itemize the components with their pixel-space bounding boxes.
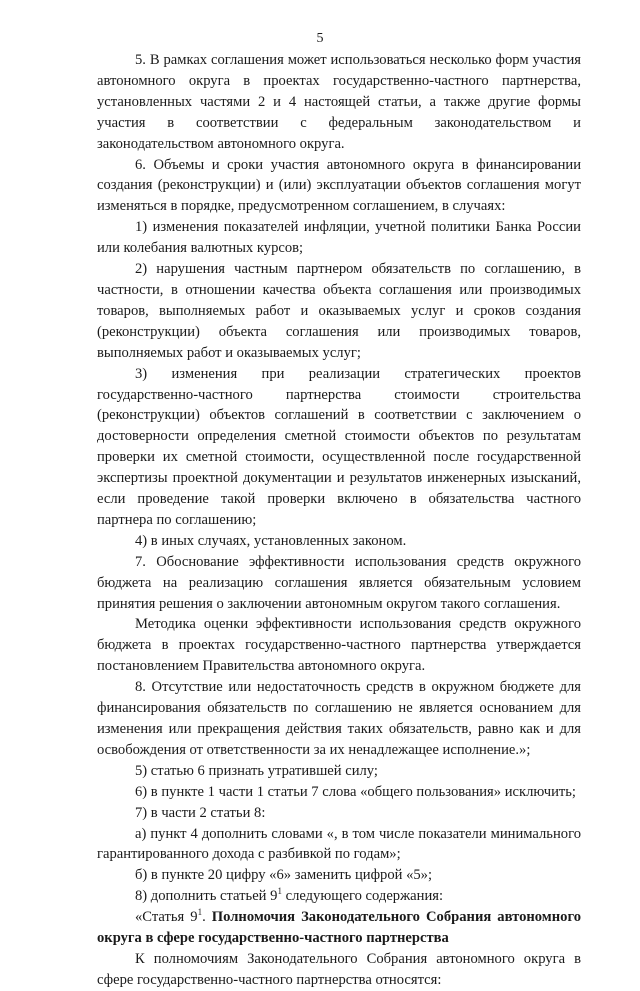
article-heading-prefix: «Статья 9 (135, 909, 198, 926)
article-heading-title: Полномочия Законодательного Собрания автономного округа в сфере государственно-частного партнерства (97, 909, 582, 947)
paragraph-amendment-5: 5) статью 6 признать утратившей силу; (135, 762, 378, 779)
article-heading-superscript: 1 (197, 907, 203, 918)
paragraph-amendment-7a: а) пункт 4 дополнить словами «, в том числе показатели минимального гарантированного дохода с разбивкой по годам»; (97, 825, 581, 863)
article-heading (97, 907, 581, 949)
amendment-8-prefix: 8) дополнить статьей 9 (135, 888, 278, 905)
paragraph-case-1: 1) изменения показателей инфляции, учетной политики Банка России или колебания валютных курсов; (97, 219, 581, 257)
paragraph-amendment-6: 6) в пункте 1 части 1 статьи 7 слова «общего пользования» исключить; (135, 783, 576, 800)
paragraph-part-8: 8. Отсутствие или недостаточность средств в окружном бюджете для финансирования обязательств по соглашению не является основанием для изменения или прекращения действия таких обязательств, равно как и для освобождения от ответственности за их ненадлежащее исполнение.»; (97, 679, 581, 758)
page-number: 5 (316, 31, 324, 46)
paragraph-part-7: 7. Обоснование эффективности использования средств окружного бюджета на реализацию соглашения является обязательным условием принятия решения о заключении автономным округом такого соглашения. (97, 553, 581, 612)
amendment-8-suffix: следующего содержания: (281, 888, 444, 905)
paragraph-closing: К полномочиям Законодательного Собрания автономного округа в сфере государственно-частного партнерства относятся: (97, 950, 581, 988)
paragraph-methodology: Методика оценки эффективности использования средств окружного бюджета в проектах государственно-частного партнерства утверждается постановлением Правительства автономного округа. (97, 616, 581, 675)
paragraph-case-2: 2) нарушения частным партнером обязательств по соглашению, в частности, в отношении качества объекта соглашения или производимых товаров, выполняемых работ и оказываемых услуг и сроков создания (реконструкции) объекта соглашения или производимых товаров, выполняемых работ и оказываемых услуг; (97, 261, 581, 361)
paragraph-part-6: 6. Объемы и сроки участия автономного округа в финансировании создания (реконструкции) и (или) эксплуатации объектов соглашения могут изменяться в порядке, предусмотренном соглашением, в случаях: (97, 156, 581, 215)
paragraph-amendment-7b: б) в пункте 20 цифру «6» заменить цифрой «5»; (135, 867, 433, 884)
paragraph-case-4: 4) в иных случаях, установленных законом. (135, 532, 407, 549)
paragraph-part-5: 5. В рамках соглашения может использоваться несколько форм участия автономного округа в проектах государственно-частного партнерства, установленных частями 2 и 4 настоящей статьи, а также другие формы участия в соответствии с федеральным законодательством и законодательством автономного округа. (97, 52, 581, 152)
document-body (97, 50, 581, 991)
paragraph-case-3: 3) изменения при реализации стратегических проектов государственно-частного партнерства стоимости строительства (реконструкции) объектов соглашений в соответствии с заключением о достоверности определения сметной стоимости объектов по результатам проверки их сметной стоимости, осуществленной после государственной экспертизы проектной документации и результатов инженерных изысканий, если проведение такой проверки включено в обязательства частного партнера по соглашению; (97, 365, 581, 528)
amendment-8-superscript: 1 (277, 886, 282, 897)
article-heading-separator: . (202, 909, 212, 926)
paragraph-amendment-7: 7) в части 2 статьи 8: (135, 804, 266, 821)
paragraph-amendment-8 (97, 886, 581, 907)
